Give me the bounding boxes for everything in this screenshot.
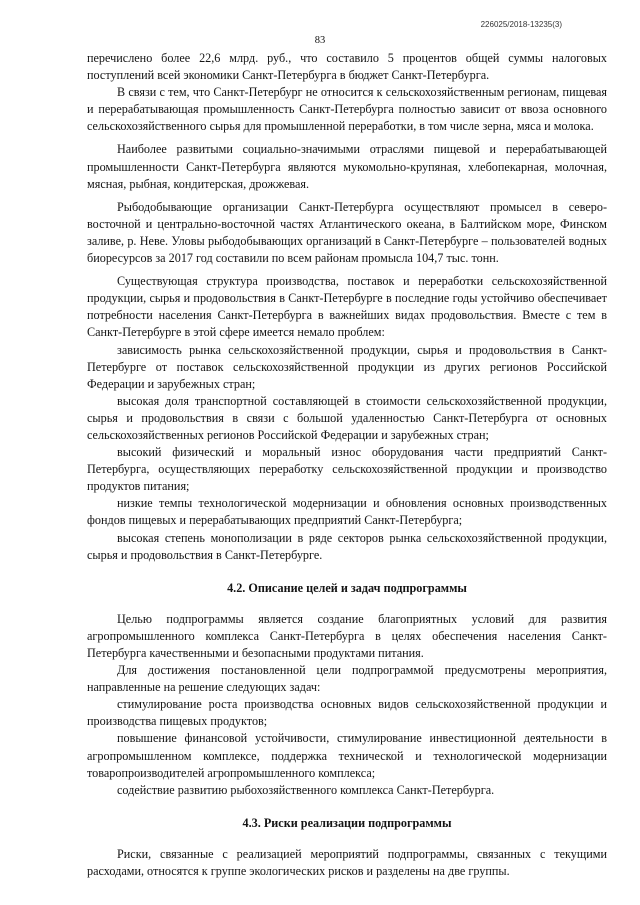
document-body (87, 50, 607, 880)
section-heading: 4.3. Риски реализации подпрограммы (242, 815, 452, 830)
list-item: содействие развитию рыбохозяйственного комплекса Санкт-Петербурга. (117, 782, 495, 797)
paragraph: Для достижения постановленной цели подпрограммой предусмотрены мероприятия, направленные на решение следующих задач: (87, 663, 607, 695)
document-id: 226025/2018-13235(3) (480, 20, 562, 29)
paragraph: Существующая структура производства, поставок и переработки сельскохозяйственной продукции, сырья и продовольствия в Санкт-Петербурге в последние годы устойчиво обеспечивает потребности населения Санкт-Петербурга в важнейших видах продовольствия. Вместе с тем в Санкт-Петербурге в этой сфере имеется немало проблем: (87, 274, 607, 340)
list-item: зависимость рынка сельскохозяйственной продукции, сырья и продовольствия в Санкт-Петербурге от поставок сельскохозяйственной продукции из других регионов Российской Федерации и зарубежных стран; (87, 342, 607, 391)
list-item: высокая доля транспортной составляющей в стоимости сельскохозяйственной продукции, сырья и продовольствия в связи с большой удаленностью Санкт-Петербурга от основных сельскохозяйственных регионов Российской Федерации и зарубежных стран; (87, 393, 607, 442)
paragraph: Целью подпрограммы является создание благоприятных условий для развития агропромышленного комплекса Санкт-Петербурга в целях обеспечения населения Санкт-Петербурга качественными и безопасными продуктами питания. (87, 611, 607, 660)
list-item: низкие темпы технологической модернизации и обновления основных производственных фондов пищевых и перерабатывающих предприятий Санкт-Петербурга; (87, 496, 607, 528)
section-heading: 4.2. Описание целей и задач подпрограммы (227, 580, 467, 595)
paragraph: Рыбодобывающие организации Санкт-Петербурга осуществляют промысел в северо-восточной и центрально-восточной частях Атлантического океана, в Балтийском море, Финском заливе, р. Неве. Уловы рыбодобывающих организаций в Санкт-Петербурге – пользователей водных биоресурсов за 2017 год составили по всем районам промысла 104,7 тыс. тонн. (87, 199, 607, 266)
paragraph: перечислено более 22,6 млрд. руб., что составило 5 процентов общей суммы налоговых поступлений всей экономики Санкт-Петербурга в бюджет Санкт-Петербурга. (87, 51, 607, 83)
page-number: 83 (314, 35, 326, 46)
paragraph: Наиболее развитыми социально-значимыми отраслями пищевой и перерабатывающей промышленности Санкт-Петербурга являются мукомольно-крупяная, хлебопекарная, молочная, мясная, рыбная, кондитерская, дрожжевая. (87, 142, 607, 191)
list-item: высокий физический и моральный износ оборудования части предприятий Санкт-Петербурга, осуществляющих переработку сельскохозяйственной продукции и производство продуктов питания; (87, 445, 607, 494)
list-item: высокая степень монополизации в ряде секторов рынка сельскохозяйственной продукции, сырья и продовольствия в Санкт-Петербурге. (87, 530, 607, 562)
list-item: повышение финансовой устойчивости, стимулирование инвестиционной деятельности в агропромышленном комплексе, поддержка технической и технологической модернизации товаропроизводителей агропромышленного комплекса; (87, 731, 607, 780)
paragraph: Риски, связанные с реализацией мероприятий подпрограммы, связанных с текущими расходами, относятся к группе экологических рисков и разделены на две группы. (87, 846, 607, 879)
paragraph: В связи с тем, что Санкт-Петербург не относится к сельскохозяйственным регионам, пищевая и перерабатывающая промышленность Санкт-Петербурга полностью зависит от ввоза основного сельскохозяйственного сырья для промышленной переработки, в том числе зерна, мяса и молока. (87, 85, 607, 134)
list-item: стимулирование роста производства основных видов сельскохозяйственной продукции и производства пищевых продуктов; (87, 697, 607, 729)
